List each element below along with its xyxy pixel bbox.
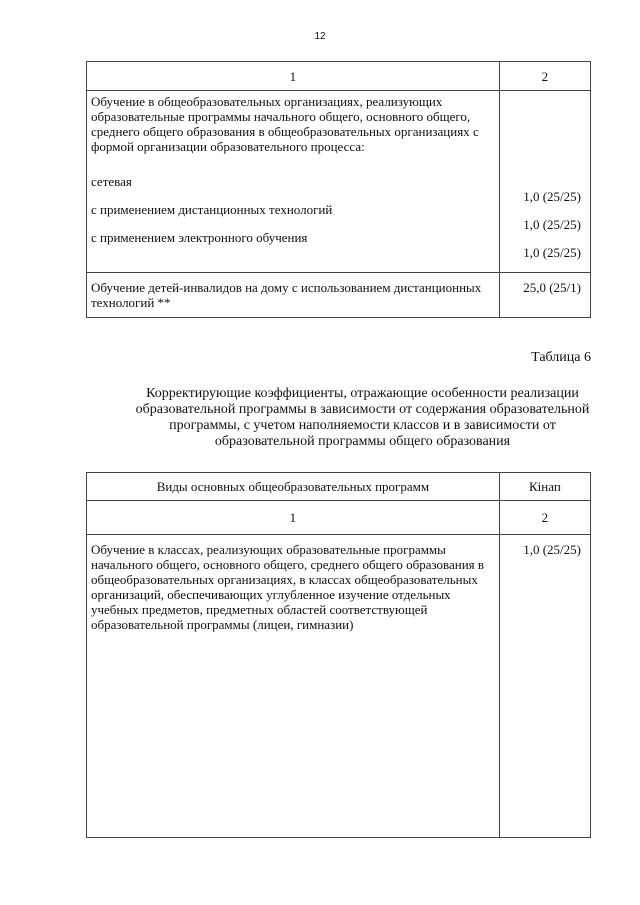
table-header-row xyxy=(87,62,591,91)
table-row xyxy=(87,91,591,273)
column-number-1: 1 xyxy=(87,501,500,535)
table-6-label: Таблица 6 xyxy=(531,350,591,365)
row-value-disabled-children: 25,0 (25/1) xyxy=(523,280,581,295)
coefficients-table-continued xyxy=(86,61,591,318)
table-numbering-row xyxy=(87,501,591,535)
table-cell-label xyxy=(87,273,500,318)
table-row xyxy=(87,273,591,318)
page-number: 12 xyxy=(314,31,326,42)
table-cell-value xyxy=(499,273,590,318)
row-label-network: сетевая xyxy=(91,174,132,189)
row-label-distance: с применением дистанционных технологий xyxy=(91,202,333,217)
table-cell-value xyxy=(499,535,590,838)
column-number-2: 2 xyxy=(499,501,590,535)
row-label-elearning: с применением электронного обучения xyxy=(91,230,308,245)
table-row xyxy=(87,535,591,838)
column-header-coefficient: Кінап xyxy=(499,473,590,501)
row-value-network: 1,0 (25/25) xyxy=(523,189,581,204)
row-label-disabled-children: Обучение детей-инвалидов на дому с использованием дистанционных технологий ** xyxy=(91,280,482,310)
row-label-advanced-classes: Обучение в классах, реализующих образовательные программы начального общего, основного общего, среднего общего образования в общеобразовательных организациях, в классах общеобразовательных организаций, обеспечивающих углубленное изучение отдельных учебных предметов, предметных областей соответствующей образовательной программы (лицеи, гимназии) xyxy=(91,542,485,632)
row-value-elearning: 1,0 (25/25) xyxy=(523,245,581,260)
row-value-advanced-classes: 1,0 (25/25) xyxy=(523,542,581,557)
row-description: Обучение в общеобразовательных организациях, реализующих образовательные программы начального общего, основного общего, среднего общего образования в общеобразовательных организациях с формой организации образовательного процесса: xyxy=(91,94,479,154)
column-header-program-types: Виды основных общеобразовательных программ xyxy=(87,473,500,501)
table-cell-label xyxy=(87,535,500,838)
column-number-2: 2 xyxy=(499,62,590,91)
table-cell-label xyxy=(87,91,500,273)
table-6 xyxy=(86,472,591,838)
row-value-distance: 1,0 (25/25) xyxy=(523,217,581,232)
table-header-row xyxy=(87,473,591,501)
column-number-1: 1 xyxy=(87,62,500,91)
table-6-caption: Корректирующие коэффициенты, отражающие особенности реализации образовательной программы в зависимости от содержания образовательной программы, с учетом наполняемости классов и в зависимости от образовательной программы общего образования xyxy=(135,386,590,449)
table-cell-value xyxy=(499,91,590,273)
